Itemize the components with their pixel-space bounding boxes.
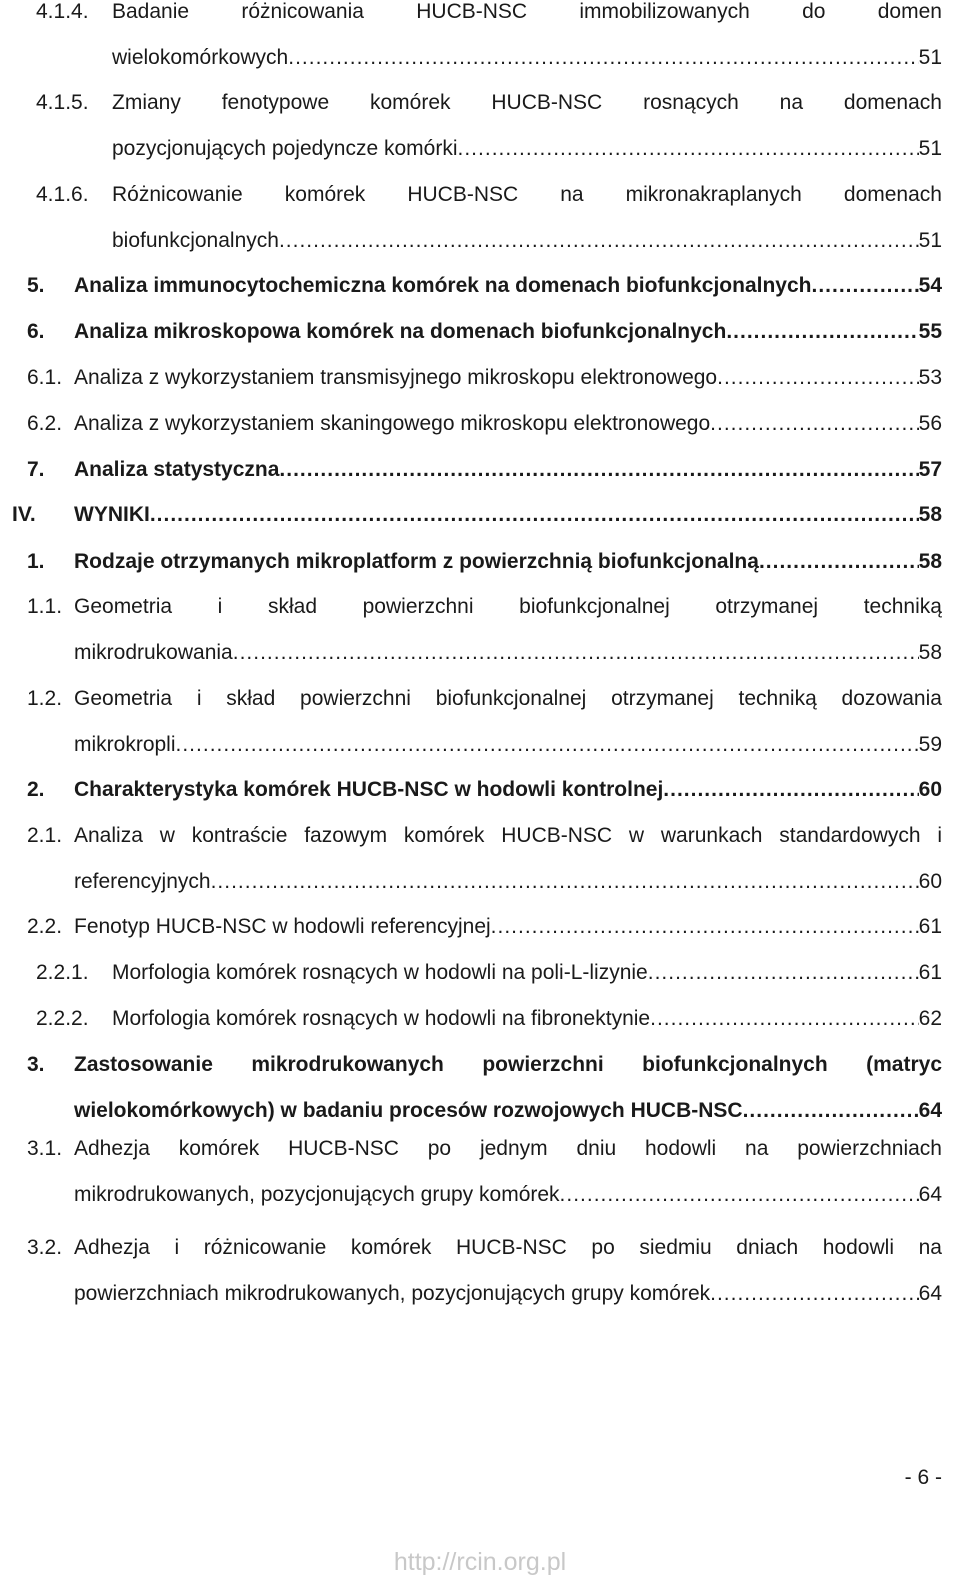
toc-entry-title: mikrodrukowanych, pozycjonujących grupy komórek <box>74 1183 560 1206</box>
dot-leader <box>288 35 918 81</box>
toc-entry-title-line <box>112 80 942 126</box>
toc-entry[interactable] <box>0 309 960 355</box>
toc-entry-title: Analiza z wykorzystaniem transmisyjnego mikroskopu elektronowego <box>74 366 718 389</box>
toc-entry[interactable] <box>0 584 960 676</box>
toc-entry[interactable] <box>0 0 960 81</box>
toc-entry[interactable] <box>0 1042 960 1134</box>
toc-entry[interactable] <box>0 813 960 905</box>
title-word: komórek <box>403 824 485 847</box>
dot-leader <box>560 1172 919 1218</box>
toc-entry[interactable] <box>0 767 960 813</box>
watermark: http://rcin.org.pl <box>393 1548 567 1576</box>
toc-entry-page: 57 <box>918 458 942 481</box>
toc-entry[interactable] <box>0 676 960 768</box>
title-word: HUCB-NSC <box>455 1236 567 1259</box>
toc-entry-number: 4.1.6. <box>36 183 89 206</box>
toc-entry-page: 55 <box>918 320 942 343</box>
toc-entry-number: 4.1.5. <box>36 91 89 114</box>
title-word: immobilizowanych <box>579 0 750 23</box>
title-word: Geometria <box>74 595 173 618</box>
toc-entry-title: WYNIKI <box>74 503 150 526</box>
toc-entry-number: 3. <box>27 1053 45 1076</box>
toc-entry-page: 53 <box>918 366 942 389</box>
toc-entry[interactable] <box>0 1126 960 1218</box>
toc-entry-title: biofunkcjonalnych <box>112 229 279 252</box>
title-word: komórek <box>178 1137 260 1160</box>
dot-leader <box>491 904 919 950</box>
title-word: HUCB-NSC <box>491 91 603 114</box>
toc-entry-page: 62 <box>918 1007 942 1030</box>
toc-entry-title-line <box>74 1042 942 1088</box>
dot-leader <box>663 767 918 813</box>
toc-entry-number: 6. <box>27 320 45 343</box>
title-word: powierzchni <box>362 595 474 618</box>
toc-entry-page: 51 <box>918 229 942 252</box>
toc-entry[interactable] <box>0 355 960 401</box>
toc-entry-title: Analiza statystyczna <box>74 458 280 481</box>
title-word: kontraście <box>191 824 288 847</box>
toc-entry-page: 61 <box>918 961 942 984</box>
dot-leader <box>812 263 919 309</box>
toc-entry-number: 1.2. <box>27 687 63 710</box>
toc-entry-number: 3.1. <box>27 1137 63 1160</box>
title-word: Geometria <box>74 687 173 710</box>
toc-entry-page: 59 <box>918 733 942 756</box>
toc-entry-number: 4.1.4. <box>36 0 89 23</box>
toc-entry[interactable] <box>0 172 960 264</box>
title-word: na <box>779 91 804 114</box>
dot-leader <box>176 722 919 768</box>
title-word: komórek <box>284 183 366 206</box>
title-word: standardowych <box>779 824 921 847</box>
toc-entry-number: IV. <box>12 503 36 526</box>
toc-entry-page: 64 <box>918 1099 942 1122</box>
toc-entry-title: Morfologia komórek rosnących w hodowli na poli-L-lizynie <box>112 961 648 984</box>
title-word: biofunkcjonalnej <box>519 595 670 618</box>
dot-leader <box>759 539 919 585</box>
title-word: otrzymanej <box>715 595 819 618</box>
toc-entry-title-line <box>74 584 942 630</box>
toc-entry-page: 51 <box>918 46 942 69</box>
dot-leader <box>726 309 918 355</box>
title-word: HUCB-NSC <box>416 0 528 23</box>
toc-entry-number: 2. <box>27 778 45 801</box>
title-word: hodowli <box>645 1137 717 1160</box>
title-word: biofunkcjonalnych <box>642 1053 828 1076</box>
toc-entry-number: 2.2.1. <box>36 961 89 984</box>
dot-leader <box>211 859 919 905</box>
dot-leader <box>279 447 918 493</box>
title-word: mikronakraplanych <box>625 183 802 206</box>
toc-entry-title: referencyjnych <box>74 870 211 893</box>
toc-entry-number: 2.2.2. <box>36 1007 89 1030</box>
dot-leader <box>717 355 919 401</box>
toc-entry[interactable] <box>0 80 960 172</box>
dot-leader <box>650 996 919 1042</box>
toc-entry-title: mikrokropli <box>74 733 176 756</box>
toc-entry-title: Analiza mikroskopowa komórek na domenach biofunkcjonalnych <box>74 320 727 343</box>
toc-entry-title: powierzchniach mikrodrukowanych, pozycjonujących grupy komórek <box>74 1282 711 1305</box>
title-word: i <box>217 595 223 618</box>
toc-entry-title: Charakterystyka komórek HUCB-NSC w hodowli kontrolnej <box>74 778 664 801</box>
title-word: powierzchni <box>300 687 411 710</box>
title-word: skład <box>226 687 276 710</box>
toc-entry-page: 56 <box>918 412 942 435</box>
dot-leader <box>279 218 919 264</box>
title-word: dozowania <box>841 687 942 710</box>
toc-entry-page: 58 <box>918 550 942 573</box>
toc-entry[interactable] <box>0 996 960 1042</box>
title-word: fazowym <box>304 824 388 847</box>
title-word: Badanie <box>112 0 190 23</box>
title-word: po <box>427 1137 452 1160</box>
title-word: Różnicowanie <box>112 183 243 206</box>
toc-entry[interactable] <box>0 1225 960 1317</box>
toc-entry-number: 6.1. <box>27 366 63 389</box>
title-word: różnicowania <box>241 0 364 23</box>
dot-leader <box>233 630 919 676</box>
title-word: rosnących <box>643 91 739 114</box>
toc-entry[interactable] <box>0 492 960 538</box>
toc-entry[interactable] <box>0 401 960 447</box>
toc-entry-number: 6.2. <box>27 412 63 435</box>
title-word: domen <box>877 0 942 23</box>
toc-entry[interactable] <box>0 539 960 585</box>
title-word: hodowli <box>822 1236 894 1259</box>
title-word: po <box>591 1236 615 1259</box>
title-word: Zastosowanie <box>74 1053 213 1076</box>
title-word: domenach <box>843 91 942 114</box>
toc-entry-number: 2.1. <box>27 824 63 847</box>
dot-leader <box>710 401 918 447</box>
toc-entry[interactable] <box>0 904 960 950</box>
toc-entry-title: wielokomórkowych <box>112 46 289 69</box>
title-word: na <box>918 1236 942 1259</box>
title-word: siedmiu <box>639 1236 712 1259</box>
toc-entry-title-line <box>112 172 942 218</box>
title-word: w <box>628 824 645 847</box>
title-word: i <box>196 687 202 710</box>
dot-leader <box>150 492 919 538</box>
title-word: warunkach <box>660 824 763 847</box>
title-word: Analiza <box>74 824 143 847</box>
title-word: powierzchni <box>482 1053 604 1076</box>
title-word: otrzymanej <box>611 687 714 710</box>
toc-entry[interactable] <box>0 950 960 996</box>
toc-entry-page: 54 <box>918 274 942 297</box>
title-word: na <box>560 183 584 206</box>
dot-leader <box>710 1271 919 1317</box>
toc-entry-title: Analiza z wykorzystaniem skaningowego mikroskopu elektronowego <box>74 412 711 435</box>
toc-entry-title: wielokomórkowych) w badaniu procesów rozwojowych HUCB-NSC <box>74 1099 743 1122</box>
toc-entry-title: Analiza immunocytochemiczna komórek na domenach biofunkcjonalnych <box>74 274 812 297</box>
toc-entry-title-line <box>74 1225 942 1271</box>
title-word: Adhezja <box>74 1236 150 1259</box>
toc-entry[interactable] <box>0 263 960 309</box>
toc-entry-page: 60 <box>918 778 942 801</box>
dot-leader <box>458 126 919 172</box>
title-word: fenotypowe <box>221 91 330 114</box>
dot-leader <box>648 950 919 996</box>
toc-entry-title: Fenotyp HUCB-NSC w hodowli referencyjnej <box>74 915 491 938</box>
title-word: techniką <box>863 595 942 618</box>
title-word: skład <box>267 595 317 618</box>
toc-entry-number: 1.1. <box>27 595 63 618</box>
toc-entry-title: pozycjonujących pojedyncze komórki <box>112 137 458 160</box>
toc-entry-title-line <box>112 0 942 35</box>
title-word: dniu <box>576 1137 617 1160</box>
title-word: dniach <box>736 1236 799 1259</box>
title-word: domenach <box>843 183 942 206</box>
toc-entry-title: Morfologia komórek rosnących w hodowli na fibronektynie <box>112 1007 651 1030</box>
toc-entry[interactable] <box>0 447 960 493</box>
page-number: - 6 - <box>904 1466 942 1489</box>
title-word: Adhezja <box>74 1137 150 1160</box>
title-word: biofunkcjonalnej <box>435 687 587 710</box>
title-word: i <box>174 1236 180 1259</box>
toc-entry-number: 5. <box>27 274 45 297</box>
toc-entry-title-line <box>74 1126 942 1172</box>
toc-entry-page: 61 <box>918 915 942 938</box>
title-word: powierzchniach <box>797 1137 942 1160</box>
title-word: różnicowanie <box>203 1236 327 1259</box>
toc-entry-page: 64 <box>918 1282 942 1305</box>
title-word: na <box>745 1137 769 1160</box>
title-word: jednym <box>479 1137 548 1160</box>
toc-entry-title: Rodzaje otrzymanych mikroplatform z powierzchnią biofunkcjonalną <box>74 550 759 573</box>
title-word: Zmiany <box>112 91 181 114</box>
toc-entry-page: 51 <box>918 137 942 160</box>
toc-entry-page: 58 <box>918 641 942 664</box>
title-word: w <box>159 824 175 847</box>
title-word: i <box>937 824 942 847</box>
title-word: HUCB-NSC <box>501 824 613 847</box>
toc-entry-page: 64 <box>918 1183 942 1206</box>
title-word: HUCB-NSC <box>288 1137 399 1160</box>
title-word: mikrodrukowanych <box>251 1053 444 1076</box>
toc-entry-number: 1. <box>27 550 45 573</box>
toc-entry-title-line <box>74 676 942 722</box>
toc-entry-number: 2.2. <box>27 915 63 938</box>
title-word: HUCB-NSC <box>407 183 519 206</box>
toc-entry-title-line <box>74 813 942 859</box>
toc-entry-number: 7. <box>27 458 45 481</box>
toc-entry-page: 58 <box>918 503 942 526</box>
toc-entry-title: mikrodrukowania <box>74 641 233 664</box>
toc-entry-page: 60 <box>918 870 942 893</box>
title-word: techniką <box>738 687 817 710</box>
title-word: komórek <box>370 91 451 114</box>
toc-entry-number: 3.2. <box>27 1236 63 1259</box>
title-word: komórek <box>350 1236 432 1259</box>
title-word: do <box>802 0 826 23</box>
title-word: (matryc <box>866 1053 942 1076</box>
